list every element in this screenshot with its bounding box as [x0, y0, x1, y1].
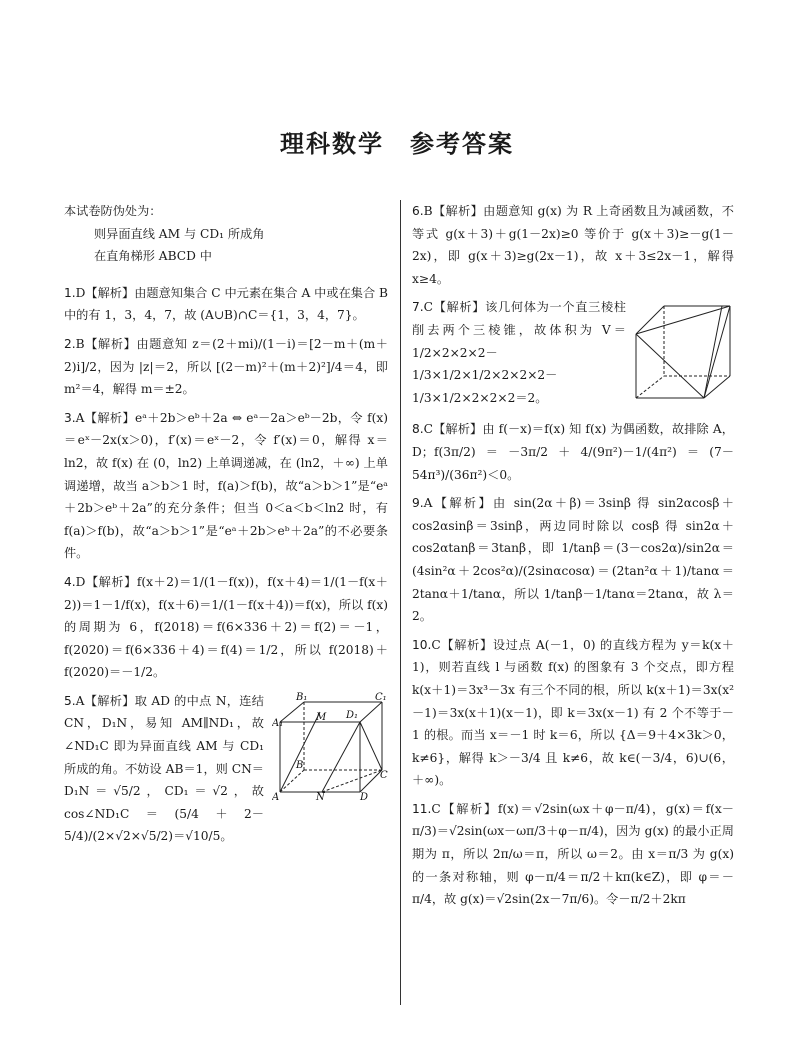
label-D: D [360, 791, 369, 800]
answer-text: B【解析】由题意知 z＝(2＋mi)/(1－i)＝[2－m＋(m＋2)i]/2，因为 |z|＝2，所以 [(2－m)²＋(m＋2)²]/4＝4，即 m²＝4，解得 m＝±2。 [64, 336, 388, 397]
answer-5 [64, 690, 388, 848]
answer-number: 3. [64, 410, 76, 425]
answer-text: C【解析】f(x)＝√2sin(ωx＋φ－π/4)，g(x)＝f(x－π/3)＝√2sin(ωx－ωπ/3＋φ－π/4)，因为 g(x) 的最小正周期为 π，所以 2π/ω＝π，所以 ω＝2。由 x＝π/3 为 g(x) 的一条对称轴，则 φ－π/4＝π/2＋kπ(k∈Z)，即 φ＝－π/4，故 g(x)＝√2sin(2x－7π/6)。令－π/2＋2kπ [412, 801, 734, 907]
answer-number: 2. [64, 336, 76, 351]
notice-line-1: 则异面直线 AM 与 CD₁ 所成角 [94, 226, 265, 241]
answer-text: A【解析】由 sin(2α＋β)＝3sinβ 得 sin2αcosβ＋cos2αsinβ＝3sinβ，两边同时除以 cosβ 得 sin2α＋cos2αtanβ＝3tanβ，即 1/tanβ＝(3－cos2α)/sin2α＝(4sin²α＋2cos²α)/(2sinαcosα)＝(2tan²α＋1)/tanα＝2tanα＋1/tanα，所以 1/tanβ－1/tanα＝2tanα，故 λ＝2。 [412, 496, 734, 624]
answer-2 [64, 333, 388, 401]
answer-8 [412, 418, 734, 486]
answer-text: A【解析】eᵃ＋2b＞eᵇ＋2a ⇔ eᵃ－2a＞eᵇ－2b，令 f(x)＝eˣ－2x(x＞0)，f′(x)＝eˣ－2，令 f′(x)＝0，解得 x＝ln2，故 f(x) 在 (0，ln2) 上单调递减，在 (ln2，＋∞) 上单调递增，故当 a＞b＞1 时，f(a)＞f(b)，故“a＞b＞1”是“eᵃ＋2b＞eᵇ＋2a”的充分条件；但当 0＜a＜b＜ln2 时，有 f(a)＞f(b)，故“a＞b＞1”是“eᵃ＋2b＞eᵇ＋2a”的不必要条件。 [64, 410, 388, 561]
label-D1: D₁ [346, 709, 359, 721]
answer-number: 11. [412, 801, 432, 816]
answer-text: A【解析】取 AD 的中点 N，连结 CN，D₁N，易知 AM∥ND₁，故∠ND₁C 即为异面直线 AM 与 CD₁ 所成的角。不妨设 AB＝1，则 CN＝D₁N＝√5/2，CD₁＝√2，故 cos∠ND₁C＝(5/4＋2－5/4)/(2×√2×√5/2)＝√10/5。 [64, 693, 264, 844]
answer-text: D【解析】由题意知集合 C 中元素在集合 A 中或在集合 B 中的有 1，3，4，7，故 (A∪B)∩C＝{1，3，4，7}。 [64, 285, 388, 323]
label-C1: C₁ [375, 691, 387, 703]
answer-text: C【解析】设过点 A(－1，0) 的直线方程为 y＝k(x＋1)，则若直线 l 与函数 f(x) 的图象有 3 个交点，即方程 k(x＋1)＝3x³－3x 有三个不同的根，所以 k(x＋1)＝3x(x²－1)＝3x(x＋1)(x－1)，即 k＝3x(x－1) 有 2 个不等于－1 的根。而当 x＝－1 时 k＝6，所以 {Δ＝9＋4×3k＞0，k≠6}，解得 k＞－3/4 且 k≠6，故 k∈(－3/4，6)∪(6，＋∞)。 [412, 637, 734, 788]
label-B: B [296, 759, 304, 771]
anti-counterfeit-notice [64, 200, 388, 268]
label-M: M [316, 711, 327, 723]
notice-line-2: 在直角梯形 ABCD 中 [94, 249, 212, 264]
answer-1 [64, 282, 388, 327]
answer-text: C【解析】该几何体为一个直三棱柱削去两个三棱锥，故体积为 V＝1/2×2×2×2－1/3×1/2×1/2×2×2×2－1/3×1/2×2×2×2＝2。 [412, 300, 626, 405]
answer-number: 10. [412, 637, 432, 652]
answer-text: B【解析】由题意知 g(x) 为 R 上奇函数且为减函数，不等式 g(x＋3)＋g(1－2x)≥0 等价于 g(x＋3)≥－g(1－2x)，即 g(x＋3)≥g(2x－1)，故 x＋3≤2x－1，解得 x≥4。 [412, 204, 734, 286]
label-A: A [272, 791, 280, 800]
right-column [412, 200, 734, 917]
answer-text: C【解析】由 f(－x)＝f(x) 知 f(x) 为偶函数，故排除 A，D；f(3π/2)＝－3π/2＋4/(9π²)－1/(4π²)＝(7－54π³)/(36π²)＜0。 [412, 422, 734, 482]
answer-number: 1. [64, 285, 76, 300]
label-C: C [380, 769, 388, 781]
label-B1: B₁ [296, 691, 308, 703]
answer-9 [412, 492, 734, 628]
column-divider [400, 200, 401, 1005]
prism-figure [634, 298, 734, 408]
answer-text: D【解析】f(x＋2)＝1/(1－f(x))，f(x＋4)＝1/(1－f(x＋2))＝1－1/f(x)，f(x＋6)＝1/(1－f(x＋4))＝f(x)，所以 f(x) 的周期为 6，f(2018)＝f(6×336＋2)＝f(2)＝－1，f(2020)＝f(6×336＋4)＝f(4)＝1/2，所以 f(2018)＋f(2020)＝－1/2。 [64, 574, 388, 680]
answer-number: 6. [412, 204, 424, 218]
answer-number: 4. [64, 574, 76, 589]
answer-number: 5. [64, 693, 76, 708]
answer-number: 8. [412, 422, 424, 437]
answer-number: 9. [412, 496, 424, 511]
answer-6 [412, 200, 734, 290]
answer-11 [412, 798, 734, 911]
label-N: N [316, 791, 325, 800]
page-title: 理科数学 参考答案 [280, 130, 514, 158]
cube-figure [272, 692, 388, 800]
left-column [64, 200, 388, 854]
answer-7 [412, 296, 734, 412]
answer-10 [412, 634, 734, 792]
answer-number: 7. [412, 300, 424, 315]
answer-3 [64, 407, 388, 565]
answer-4 [64, 571, 388, 684]
notice-label: 本试卷防伪处为： [64, 204, 162, 218]
label-A1: A₁ [272, 717, 284, 729]
